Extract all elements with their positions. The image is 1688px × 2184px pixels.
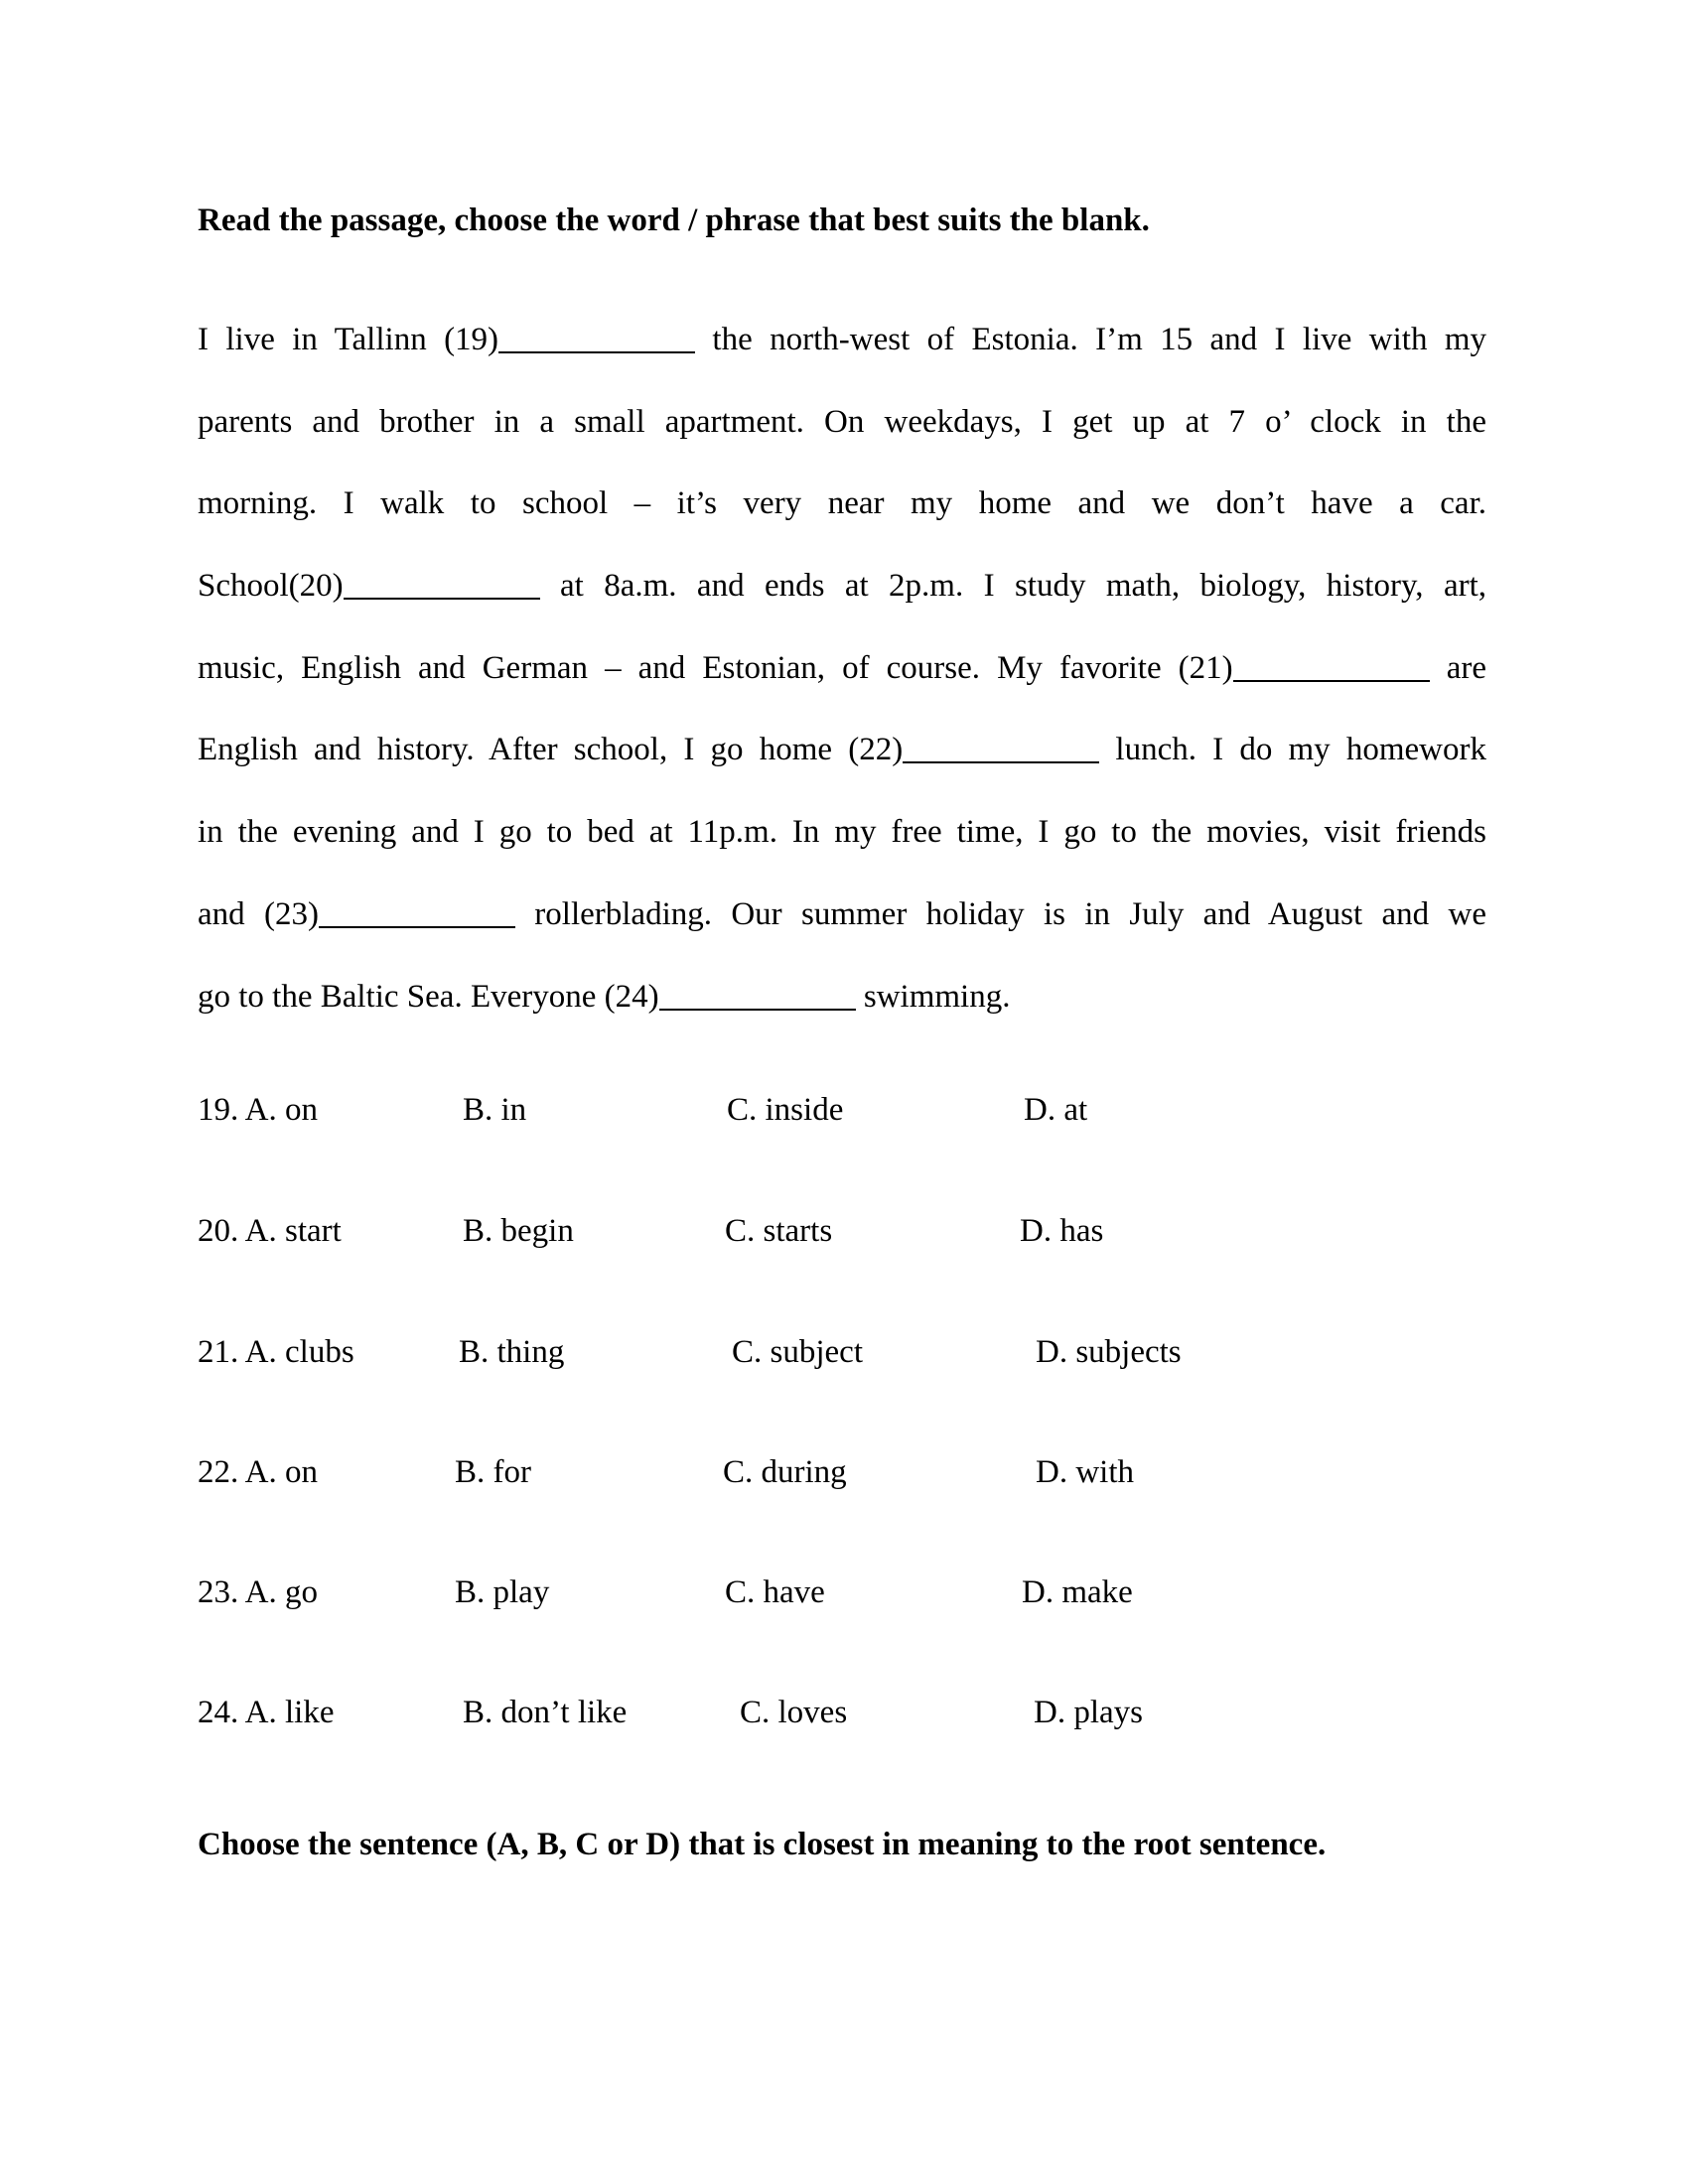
passage-text: at 8a.m. and ends at 2p.m. I study math, biology, history, art, [539, 568, 1486, 605]
option-c[interactable]: C. have [725, 1574, 825, 1610]
question-22 [0, 1450, 1688, 1494]
option-d[interactable]: D. has [1020, 1213, 1104, 1249]
option-b[interactable]: B. in [463, 1092, 527, 1128]
passage-text: I live in Tallinn (19) [198, 322, 499, 357]
option-d[interactable]: D. at [1024, 1092, 1088, 1128]
option-b[interactable]: B. begin [463, 1213, 574, 1249]
passage-text: lunch. I do my homework [1099, 732, 1486, 768]
blank-23 [319, 926, 515, 928]
passage-text: School(20) [198, 568, 344, 605]
blank-19 [498, 351, 695, 353]
blank-20 [344, 598, 540, 600]
option-d[interactable]: D. make [1022, 1574, 1133, 1610]
section-heading-cloze: Read the passage, choose the word / phrase that best suits the blank. [198, 203, 1150, 238]
passage-text: swimming. [855, 978, 1011, 1015]
passage-line: morning. I walk to school – it’s very near my home and we don’t have a car. [198, 485, 1486, 522]
option-c[interactable]: C. inside [727, 1092, 844, 1128]
option-a[interactable]: 24. A. like [198, 1695, 335, 1730]
passage-text: rollerblading. Our summer holiday is in July and August and we [514, 895, 1486, 932]
question-23 [0, 1570, 1688, 1614]
reading-passage [198, 318, 1486, 1056]
option-c[interactable]: C. subject [732, 1334, 863, 1370]
blank-22 [903, 761, 1099, 763]
passage-text: the north-west of Estonia. I’m 15 and I live with my [695, 322, 1486, 357]
passage-line: in the evening and I go to bed at 11p.m. In my free time, I go to the movies, visit friends [198, 814, 1486, 851]
option-c[interactable]: C. starts [725, 1213, 833, 1249]
question-24 [0, 1691, 1688, 1734]
passage-line: parents and brother in a small apartment. On weekdays, I get up at 7 o’ clock in the [198, 403, 1486, 440]
passage-text: and (23) [198, 895, 319, 932]
option-c[interactable]: C. during [723, 1454, 847, 1490]
option-a[interactable]: 20. A. start [198, 1213, 342, 1249]
option-a[interactable]: 23. A. go [198, 1574, 319, 1610]
passage-line [198, 728, 1486, 810]
passage-line [198, 318, 1486, 400]
option-b[interactable]: B. play [455, 1574, 550, 1610]
option-b[interactable]: B. don’t like [463, 1695, 628, 1730]
passage-text: music, English and German – and Estonian, of course. My favorite (21) [198, 649, 1233, 686]
blank-24 [659, 1009, 856, 1011]
section-heading-sentence-transformation: Choose the sentence (A, B, C or D) that is closest in meaning to the root sentence. [198, 1827, 1327, 1862]
option-a[interactable]: 19. A. on [198, 1092, 319, 1128]
option-d[interactable]: D. plays [1034, 1695, 1143, 1730]
passage-text: are [1429, 649, 1486, 686]
passage-line [198, 646, 1486, 729]
option-d[interactable]: D. with [1036, 1454, 1134, 1490]
option-a[interactable]: 22. A. on [198, 1454, 319, 1490]
option-d[interactable]: D. subjects [1036, 1334, 1182, 1370]
question-21 [0, 1330, 1688, 1374]
passage-text: English and history. After school, I go home (22) [198, 732, 904, 768]
question-20 [0, 1209, 1688, 1253]
option-b[interactable]: B. for [455, 1454, 531, 1490]
passage-line [198, 892, 1486, 975]
passage-text: go to the Baltic Sea. Everyone (24) [198, 978, 659, 1015]
question-19 [0, 1088, 1688, 1132]
option-a[interactable]: 21. A. clubs [198, 1334, 354, 1370]
blank-21 [1233, 680, 1430, 682]
passage-line [198, 564, 1486, 646]
passage-line [198, 975, 1486, 1057]
option-b[interactable]: B. thing [459, 1334, 565, 1370]
option-c[interactable]: C. loves [740, 1695, 848, 1730]
